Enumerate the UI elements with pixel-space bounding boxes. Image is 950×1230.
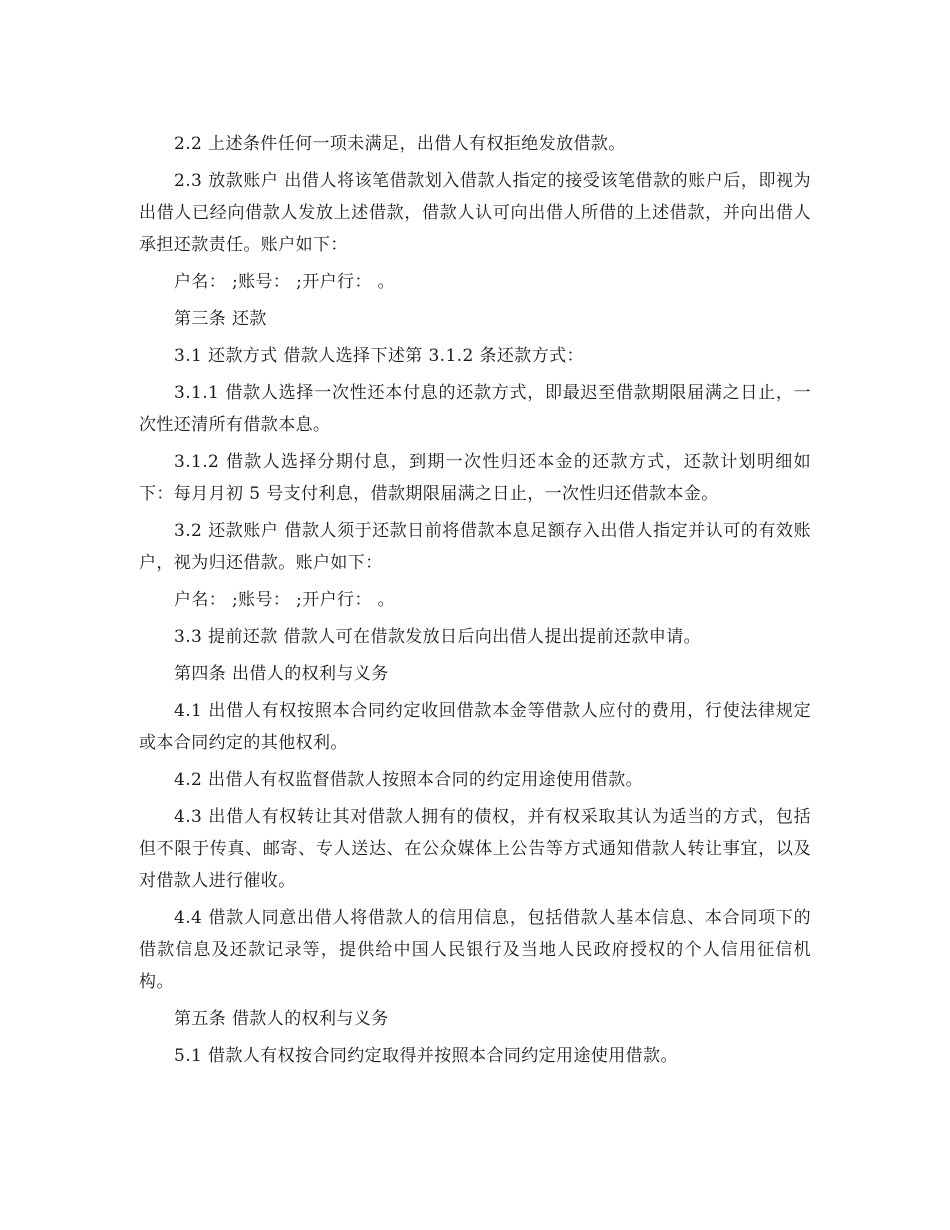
article-5-heading: 第五条 借款人的权利与义务 xyxy=(174,1009,389,1029)
clause-3-3: 3.3 提前还款 借款人可在借款发放日后向出借人提出提前还款申请。 xyxy=(174,627,702,647)
clause-3-2: 3.2 还款账户 借款人须于还款日前将借款本息足额存入出借人指定并认可的有效账户，视为归还借款。账户如下： xyxy=(139,521,811,573)
document-page xyxy=(139,128,811,1077)
account-info-line: 户名： ;账号： ;开户行： 。 xyxy=(174,272,396,292)
clause-3-1-2: 3.1.2 借款人选择分期付息，到期一次性归还本金的还款方式，还款计划明细如下：每月月初 5 号支付利息，借款期限届满之日止，一次性归还借款本金。 xyxy=(139,452,811,504)
article-4-heading: 第四条 出借人的权利与义务 xyxy=(174,664,389,684)
clause-4-1: 4.1 出借人有权按照本合同约定收回借款本金等借款人应付的费用，行使法律规定或本合同约定的其他权利。 xyxy=(139,701,811,753)
account-info-line: 户名： ;账号： ;开户行： 。 xyxy=(174,590,396,610)
clause-3-1-1: 3.1.1 借款人选择一次性还本付息的还款方式，即最迟至借款期限届满之日止，一次性还清所有借款本息。 xyxy=(139,383,811,435)
clause-2-2: 2.2 上述条件任何一项未满足，出借人有权拒绝发放借款。 xyxy=(174,134,626,154)
clause-3-1: 3.1 还款方式 借款人选择下述第 3.1.2 条还款方式： xyxy=(174,346,584,366)
clause-4-3: 4.3 出借人有权转让其对借款人拥有的债权，并有权采取其认为适当的方式，包括但不限于传真、邮寄、专人送达、在公众媒体上公告等方式通知借款人转让事宜，以及对借款人进行催收。 xyxy=(139,807,811,891)
clause-4-2: 4.2 出借人有权监督借款人按照本合同的约定用途使用借款。 xyxy=(174,770,644,790)
clause-4-4: 4.4 借款人同意出借人将借款人的信用信息，包括借款人基本信息、本合同项下的借款信息及还款记录等，提供给中国人民银行及当地人民政府授权的个人信用征信机构。 xyxy=(139,908,811,992)
article-3-heading: 第三条 还款 xyxy=(174,309,267,329)
clause-5-1: 5.1 借款人有权按合同约定取得并按照本合同约定用途使用借款。 xyxy=(174,1046,678,1066)
clause-2-3: 2.3 放款账户 出借人将该笔借款划入借款人指定的接受该笔借款的账户后，即视为出借人已经向借款人发放上述借款，借款人认可向出借人所借的上述借款，并向出借人承担还款责任。账户如下： xyxy=(139,171,811,255)
